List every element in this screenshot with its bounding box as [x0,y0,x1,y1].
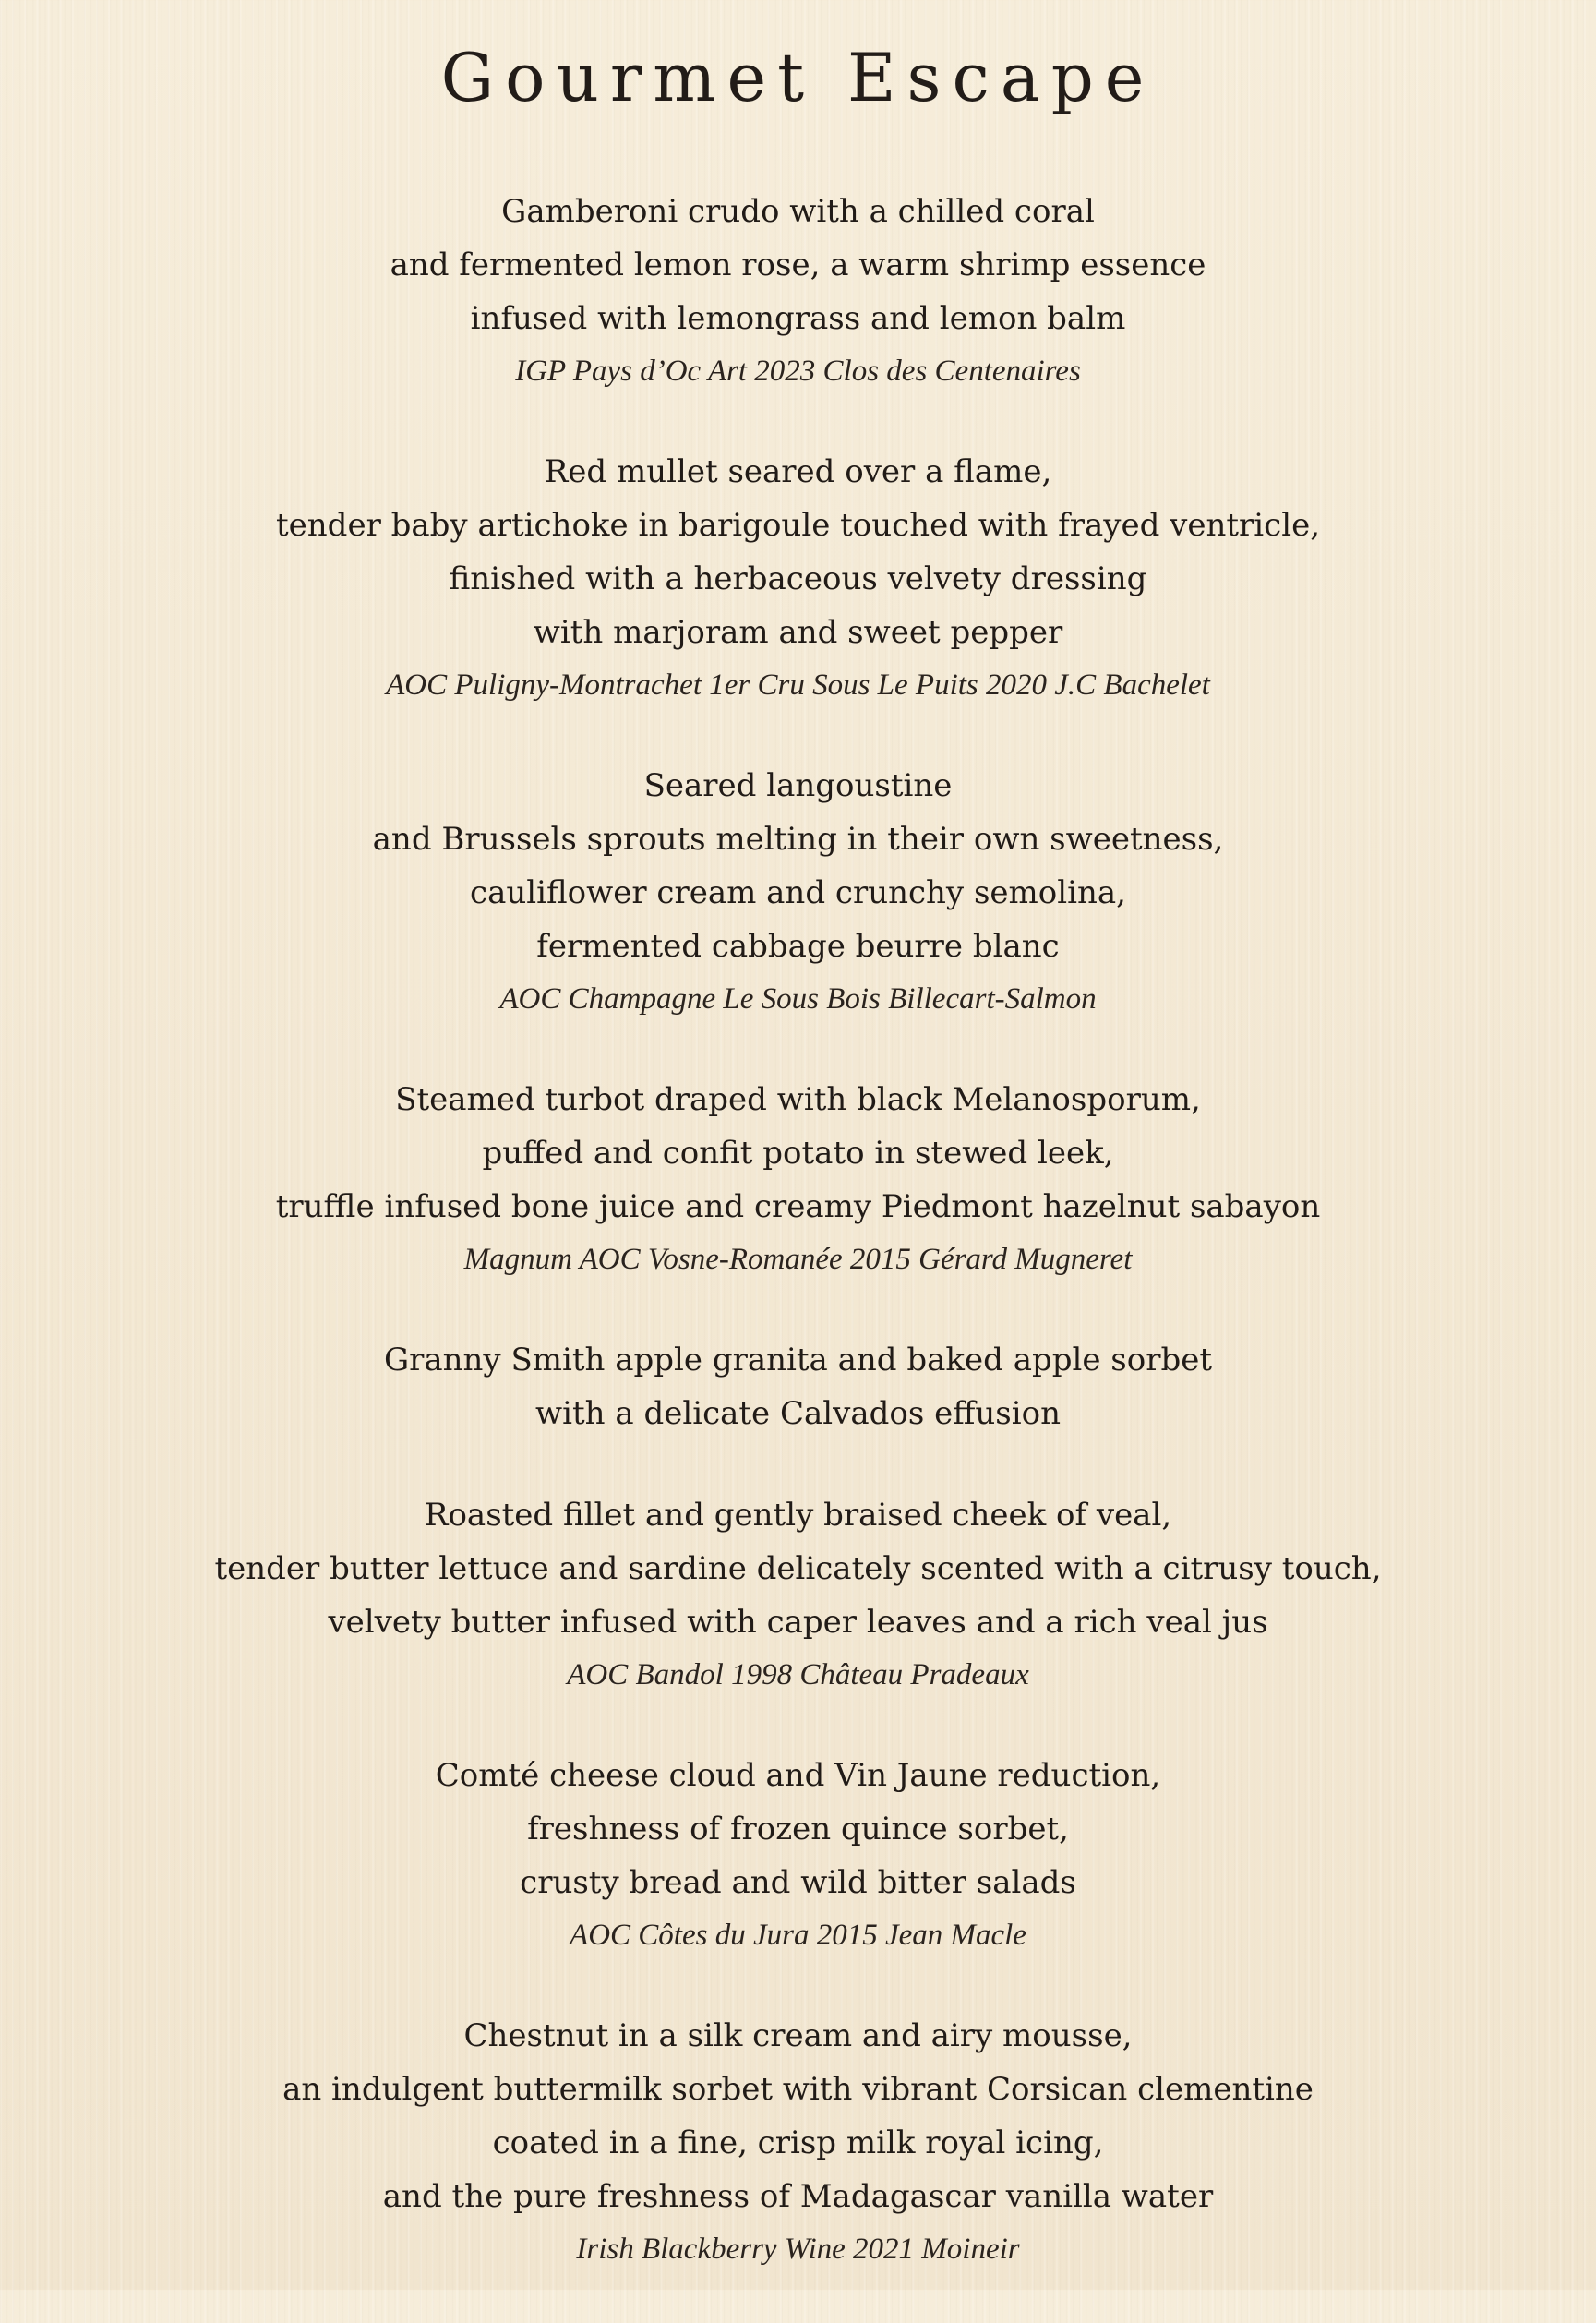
dish-line: coated in a fine, crisp milk royal icing, [492,2124,1104,2161]
course-8 [0,2009,1596,2275]
course-3 [0,759,1596,1025]
menu-title: Gourmet Escape [440,39,1156,116]
dish-line: infused with lemongrass and lemon balm [470,300,1126,337]
dish-line: and Brussels sprouts melting in their own sweetness, [372,821,1224,858]
course-5 [0,1333,1596,1440]
dish-line: crusty bread and wild bitter salads [520,1864,1076,1901]
dish-line: with marjoram and sweet pepper [533,614,1063,651]
dish-line: finished with a herbaceous velvety dressing [449,560,1147,597]
dish-line: Red mullet seared over a flame, [544,453,1052,490]
dish-line: tender butter lettuce and sardine delicately scented with a citrusy touch, [214,1550,1382,1587]
dish-line: cauliflower cream and crunchy semolina, [470,874,1126,911]
dish-line: with a delicate Calvados effusion [535,1395,1061,1432]
wine-pairing: AOC Champagne Le Sous Bois Billecart-Salmon [499,982,1097,1016]
dish-line: freshness of frozen quince sorbet, [527,1811,1069,1848]
dish-line: Chestnut in a silk cream and airy mousse, [463,2017,1133,2054]
dish-line: tender baby artichoke in barigoule touched with frayed ventricle, [276,507,1320,544]
dish-line: Roasted fillet and gently braised cheek of veal, [424,1497,1172,1534]
dish-line: velvety butter infused with caper leaves and a rich veal jus [328,1604,1268,1641]
course-6 [0,1488,1596,1701]
dish-line: Steamed turbot draped with black Melanosporum, [395,1081,1201,1118]
dish-line: puffed and confit potato in stewed leek, [482,1135,1114,1172]
dish-line: truffle infused bone juice and creamy Piedmont hazelnut sabayon [275,1188,1321,1225]
course-2 [0,445,1596,711]
wine-pairing: Irish Blackberry Wine 2021 Moineir [576,2233,1020,2266]
dish-line: fermented cabbage beurre blanc [536,928,1060,965]
course-7 [0,1749,1596,1961]
dish-line: an indulgent buttermilk sorbet with vibrant Corsican clementine [282,2071,1314,2108]
dish-line: Seared langoustine [643,767,953,804]
wine-pairing: AOC Puligny-Montrachet 1er Cru Sous Le Puits 2020 J.C Bachelet [386,668,1210,702]
dish-line: Gamberoni crudo with a chilled coral [501,193,1095,230]
wine-pairing: IGP Pays d’Oc Art 2023 Clos des Centenaires [515,355,1081,388]
wine-pairing: AOC Bandol 1998 Château Pradeaux [567,1658,1029,1691]
wine-pairing: AOC Côtes du Jura 2015 Jean Macle [570,1919,1026,1952]
course-list [0,185,1596,2323]
dish-line: and fermented lemon rose, a warm shrimp essence [390,247,1206,283]
dish-line: Comté cheese cloud and Vin Jaune reduction, [435,1757,1161,1794]
course-4 [0,1073,1596,1285]
dish-line: Granny Smith apple granita and baked apple sorbet [383,1342,1213,1378]
course-1 [0,185,1596,397]
wine-pairing: Magnum AOC Vosne-Romanée 2015 Gérard Mugneret [463,1243,1133,1276]
dish-line: and the pure freshness of Madagascar vanilla water [382,2178,1214,2215]
